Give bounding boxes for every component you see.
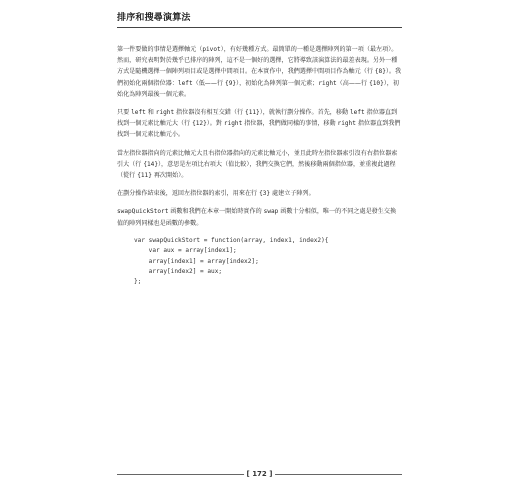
running-header (117, 10, 402, 28)
text-run: 函數和我們在本章一開始時實作的 (168, 208, 264, 216)
inline-code: left (350, 109, 365, 117)
text-run: （高——行 (336, 79, 370, 87)
code-line: var aux = array[index1]; (134, 247, 237, 255)
inline-code: left (131, 109, 146, 117)
code-line: }; (134, 278, 142, 286)
text-run: 指位器，我們做同樣的事情，移動 (242, 120, 338, 128)
chapter-title: 排序和搜尋演算法 (117, 13, 191, 23)
page-body (117, 44, 402, 288)
inline-code: {12} (192, 120, 207, 128)
body-paragraph (117, 107, 402, 141)
inline-code: {11} (245, 109, 260, 117)
code-line: var swapQuickStort = function(array, index1, index2){ (134, 236, 329, 244)
inline-code: left (177, 79, 193, 87)
paragraph-container (117, 44, 402, 229)
text-run: 和 (145, 109, 156, 117)
inline-code: right (223, 120, 243, 128)
text-run: ），就執行劃分操作。首先，移動 (259, 109, 351, 117)
text-run: ）。對 (206, 120, 224, 128)
text-run: （低——行 (192, 79, 226, 87)
inline-code: {8} (374, 68, 386, 76)
text-run: ），初始化為陣列第一個元素； (236, 79, 319, 87)
inline-code: pivot (202, 46, 221, 53)
header-divider (117, 27, 402, 28)
text-run: 指位器直到我們找到一個元素比軸元小。 (117, 120, 401, 139)
inline-code: swapQuickStort (117, 208, 169, 216)
inline-code: right (337, 120, 356, 128)
inline-code: {10} (369, 79, 384, 87)
code-line: array[index2] = aux; (134, 268, 223, 276)
inline-code: right (155, 109, 175, 117)
inline-code: right (318, 79, 337, 87)
text-run: 函數十分相似，唯一的不同之處是發生交換值的陣列同樣也是函數的參數。 (117, 208, 397, 227)
page-number: [ 172 ] (244, 468, 276, 480)
text-run: ），初始化為陣列最後一個元素。 (117, 79, 399, 98)
text-run: 再次開始）。 (151, 172, 188, 180)
code-block (134, 236, 402, 288)
text-run: ），意思是左項比右項大（值比較），我們交換它們，然後移動兩個指位器，並重複此過程（從行 (117, 160, 396, 180)
text-run: 只要 (117, 109, 132, 117)
body-paragraph (117, 206, 402, 228)
code-line: array[index1] = array[index2]; (134, 257, 259, 265)
inline-code: {11} (137, 172, 152, 180)
text-run: 指位器沒有相互交錯（行 (174, 109, 246, 117)
text-run: 在劃分操作結束後，返回左指位器的索引，用來在行 (117, 190, 260, 198)
text-run: 指位器直到找到一個元素比軸元大（行 (117, 109, 398, 128)
text-run: 當左指位器指向的元素比軸元大且右指位器指向的元素比軸元小，並且此時左指位器索引沒有右指位器索引大（行 (117, 149, 398, 168)
inline-code: swap (263, 208, 279, 216)
inline-code: {9} (225, 79, 237, 87)
text-run: ），有好幾種方式。最簡單的一種是選擇陣列的第一項（最左項）。然而，研究表明對於幾乎已排序的陣列，這不是一個好的選擇，它將導致該演算法的最差表現。另外一種方式是隨機選擇一個陣列項目或是選擇中間項目。在本實作中，我們選擇中間項目作為軸元（行 (117, 46, 398, 76)
inline-code: {14} (143, 160, 158, 168)
page-footer (117, 468, 402, 480)
text-run: ）。我們初始化兩個指位器： (117, 68, 402, 87)
text-run: 第一件要做的事情是選擇軸元（ (117, 46, 203, 53)
text-run: 處建立子陣列。 (270, 190, 315, 198)
body-paragraph (117, 44, 402, 100)
body-paragraph (117, 148, 402, 182)
inline-code: {3} (259, 190, 271, 198)
body-paragraph (117, 188, 402, 199)
